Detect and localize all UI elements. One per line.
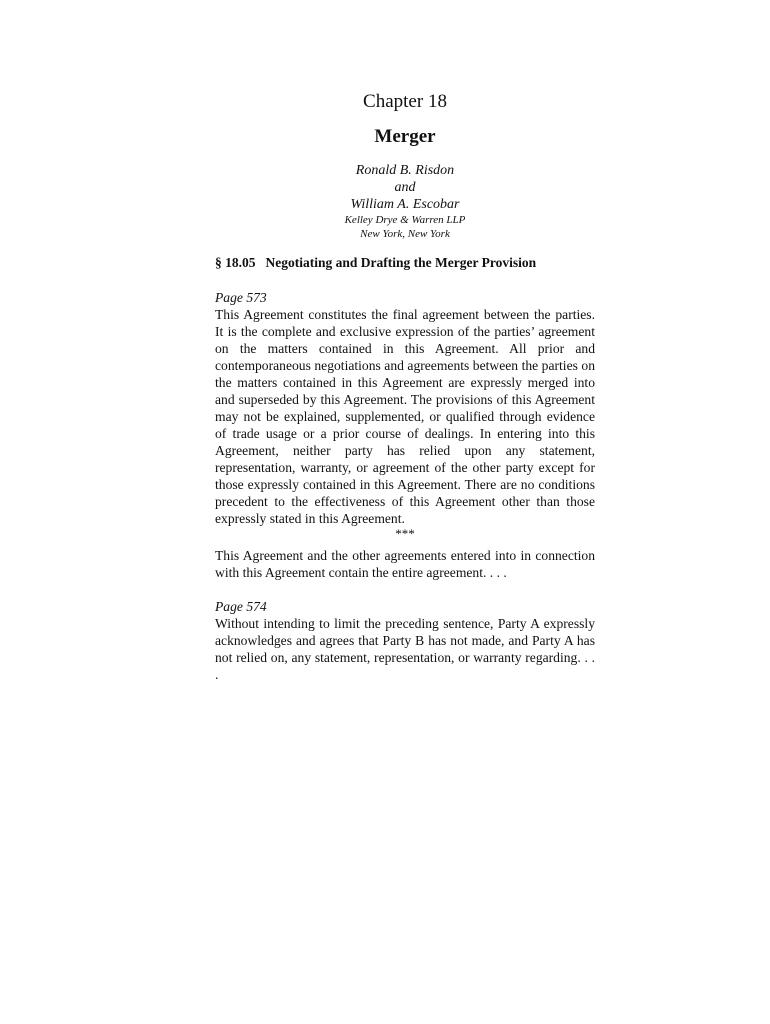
author-name-1: Ronald B. Risdon <box>355 163 455 178</box>
firm-location: New York, New York <box>360 228 450 240</box>
law-firm: Kelley Drye & Warren LLP <box>344 214 466 226</box>
chapter-heading: Chapter 18 <box>363 91 447 112</box>
section-heading <box>215 254 595 272</box>
author-name-2: William A. Escobar <box>350 197 460 212</box>
merger-clause-paragraph-2: This Agreement and the other agreements entered into in connection with this Agreement contain the entire agreement. . . . <box>215 548 595 580</box>
section-title: Negotiating and Drafting the Merger Provision <box>265 255 537 270</box>
author-block <box>215 162 595 241</box>
page-reference-574: Page 574 <box>215 599 267 614</box>
separator-asterisks: *** <box>395 526 415 541</box>
section-number: § 18.05 <box>215 255 256 270</box>
author-conjunction: and <box>394 180 416 195</box>
non-reliance-paragraph: Without intending to limit the preceding sentence, Party A expressly acknowledges and agrees that Party B has not made, and Party A has not relied on, any statement, representation, or warranty regarding. . . . <box>215 616 595 682</box>
chapter-title: Merger <box>374 126 436 147</box>
document-page <box>215 90 595 683</box>
page-reference-573: Page 573 <box>215 290 267 305</box>
merger-clause-paragraph-1: This Agreement constitutes the final agreement between the parties. It is the complete and exclusive expression of the parties’ agreement on the matters contained in this Agreement. All prior and contemporaneous negotiations and agreements between the parties on the matters contained in this Agreement are expressly merged into and superseded by this Agreement. The provisions of this Agreement may not be explained, supplemented, or qualified through evidence of trade usage or a prior course of dealings. In entering into this Agreement, neither party has relied upon any statement, representation, warranty, or agreement of the other party except for those expressly contained in this Agreement. There are no conditions precedent to the effectiveness of this Agreement other than those expressly stated in this Agreement. <box>215 307 595 526</box>
spacer <box>215 581 595 598</box>
